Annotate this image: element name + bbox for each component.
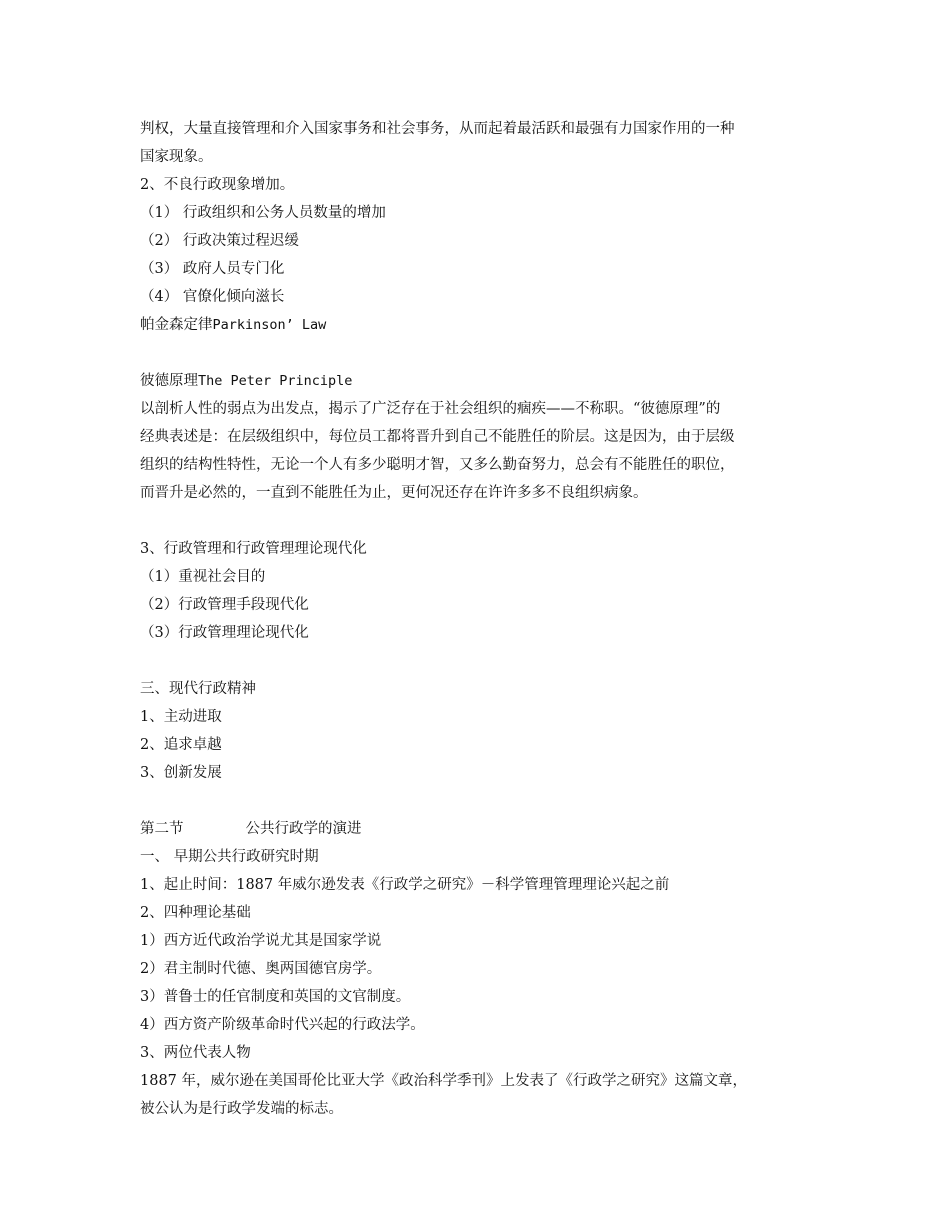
section-heading: 3、行政管理和行政管理理论现代化 — [140, 541, 367, 557]
list-item: 4）西方资产阶级革命时代兴起的行政法学。 — [140, 1017, 425, 1033]
document-page — [140, 115, 820, 1123]
list-item: （1） 行政组织和公务人员数量的增加 — [140, 205, 386, 221]
term-chinese: 帕金森定律 — [140, 317, 213, 333]
text-line: 国家现象。 — [140, 149, 213, 165]
list-item: 1、起止时间：1887 年威尔逊发表《行政学之研究》－科学管理管理理论兴起之前 — [140, 877, 670, 893]
term-english: Parkinson’ Law — [212, 317, 327, 333]
term-chinese: 彼德原理 — [140, 373, 198, 389]
blank-line — [140, 647, 820, 675]
term-english: The Peter Principle — [198, 373, 353, 389]
text-line: 判权，大量直接管理和介入国家事务和社会事务，从而起着最活跃和最强有力国家作用的一种 — [140, 121, 735, 137]
text-line: 而晋升是必然的，一直到不能胜任为止，更何况还存在许许多多不良组织病象。 — [140, 485, 648, 501]
blank-line — [140, 787, 820, 815]
text-line: 组织的结构性特性，无论一个人有多少聪明才智，又多么勤奋努力，总会有不能胜任的职位， — [140, 457, 735, 473]
section-title: 公共行政学的演进 — [245, 821, 362, 837]
list-item: （2） 行政决策过程迟缓 — [140, 233, 299, 249]
list-item: 2）君主制时代德、奥两国德官房学。 — [140, 961, 382, 977]
blank-line — [140, 339, 820, 367]
text-line: 被公认为是行政学发端的标志。 — [140, 1101, 343, 1117]
section-heading: 一、 早期公共行政研究时期 — [140, 849, 319, 865]
text-line: 以剖析人性的弱点为出发点，揭示了广泛存在于社会组织的痼疾——不称职。“彼德原理”的 — [140, 401, 721, 417]
term-line — [140, 367, 820, 395]
list-item: （3）行政管理理论现代化 — [140, 625, 309, 641]
list-item: （3） 政府人员专门化 — [140, 261, 285, 277]
list-item: 2、四种理论基础 — [140, 905, 251, 921]
list-item: 3、两位代表人物 — [140, 1045, 251, 1061]
text-line: 经典表述是：在层级组织中，每位员工都将晋升到自己不能胜任的阶层。这是因为，由于层级 — [140, 429, 735, 445]
list-item: 3、创新发展 — [140, 765, 222, 781]
section-heading: 2、不良行政现象增加。 — [140, 177, 295, 193]
list-item: （1）重视社会目的 — [140, 569, 266, 585]
section-number: 第二节 — [140, 821, 184, 837]
list-item: 1）西方近代政治学说尤其是国家学说 — [140, 933, 382, 949]
list-item: 2、追求卓越 — [140, 737, 222, 753]
term-line — [140, 311, 820, 339]
blank-line — [140, 507, 820, 535]
list-item: （2）行政管理手段现代化 — [140, 597, 309, 613]
text-line: 1887 年，威尔逊在美国哥伦比亚大学《政治科学季刊》上发表了《行政学之研究》这篇文章， — [140, 1073, 748, 1089]
chapter-heading — [140, 815, 820, 843]
section-heading: 三、现代行政精神 — [140, 681, 256, 697]
list-item: 1、主动进取 — [140, 709, 222, 725]
list-item: （4） 官僚化倾向滋长 — [140, 289, 285, 305]
list-item: 3）普鲁士的任官制度和英国的文官制度。 — [140, 989, 411, 1005]
